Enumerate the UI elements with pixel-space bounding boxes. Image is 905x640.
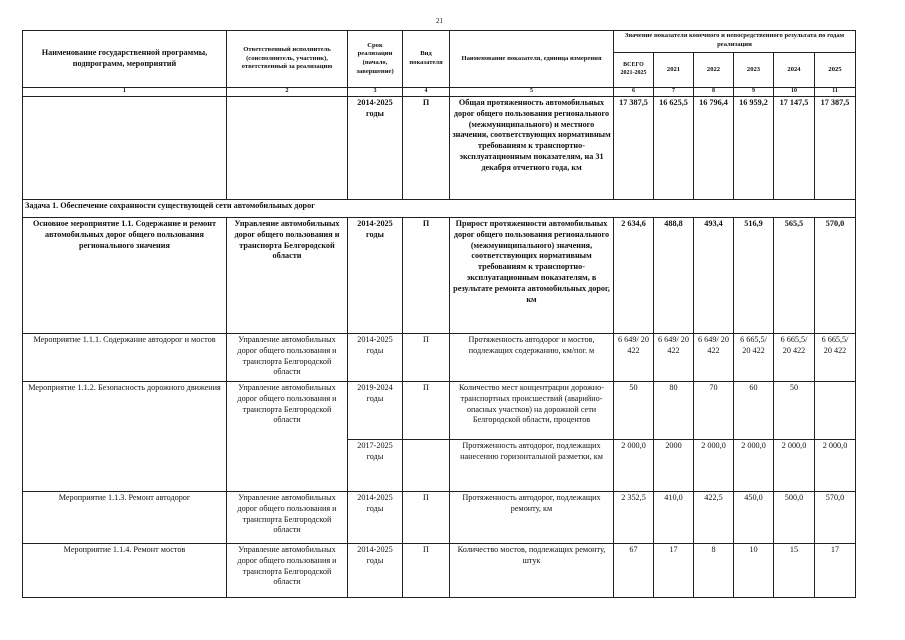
program-name-cell: Мероприятие 1.1.4. Ремонт мостов xyxy=(23,544,227,598)
value-2024: 50 xyxy=(774,382,815,440)
header-year-2021: 2021 xyxy=(654,52,694,87)
value-2022: 422,5 xyxy=(694,492,734,544)
value-total: 6 649/ 20 422 xyxy=(614,334,654,382)
value-2024: 2 000,0 xyxy=(774,440,815,492)
kind-cell: П xyxy=(403,544,450,598)
value-2021: 410,0 xyxy=(654,492,694,544)
value-2022: 70 xyxy=(694,382,734,440)
task-row xyxy=(23,200,856,218)
value-2023: 10 xyxy=(734,544,774,598)
value-2022: 16 796,4 xyxy=(694,97,734,200)
program-name-cell: Мероприятие 1.1.1. Содержание автодорог и мостов xyxy=(23,334,227,382)
value-2021: 2000 xyxy=(654,440,694,492)
program-name-cell: Мероприятие 1.1.3. Ремонт автодорог xyxy=(23,492,227,544)
value-2021: 16 625,5 xyxy=(654,97,694,200)
program-name-cell: Основное мероприятие 1.1. Содержание и ремонт автомобильных дорог общего пользования регионального значения xyxy=(23,218,227,334)
col-number: 8 xyxy=(694,88,734,97)
value-2025: 570,0 xyxy=(815,492,856,544)
header-kind: Вид показателя xyxy=(403,31,450,88)
header-indicator: Наименование показателя, единица измерения xyxy=(450,31,614,88)
indicator-cell: Количество мостов, подлежащих ремонту, штук xyxy=(450,544,614,598)
table-row xyxy=(23,334,856,382)
header-period: Срок реализации (начало, завершение) xyxy=(348,31,403,88)
value-2025: 17 xyxy=(815,544,856,598)
indicators-table xyxy=(22,30,856,598)
indicator-cell: Количество мест концентрации дорожно-транспортных происшествий (аварийно-опасных участков) на дорожной сети Белгородской области, процентов xyxy=(450,382,614,440)
value-2025 xyxy=(815,382,856,440)
value-2025: 570,0 xyxy=(815,218,856,334)
col-number: 6 xyxy=(614,88,654,97)
header-executor: Ответственный исполнитель (соисполнитель, участник), ответственный за реализацию xyxy=(227,31,348,88)
value-2025: 2 000,0 xyxy=(815,440,856,492)
value-2023: 450,0 xyxy=(734,492,774,544)
value-2022: 6 649/ 20 422 xyxy=(694,334,734,382)
value-2023: 6 665,5/ 20 422 xyxy=(734,334,774,382)
table-row xyxy=(23,218,856,334)
col-number: 3 xyxy=(348,88,403,97)
period-cell: 2014-2025 годы xyxy=(348,334,403,382)
value-total: 2 634,6 xyxy=(614,218,654,334)
value-2021: 17 xyxy=(654,544,694,598)
executor-cell xyxy=(227,97,348,200)
header-program-name: Наименование государственной программы, подпрограмм, мероприятий xyxy=(23,31,227,88)
col-number: 2 xyxy=(227,88,348,97)
value-total: 17 387,5 xyxy=(614,97,654,200)
header-year-2023: 2023 xyxy=(734,52,774,87)
value-total: 2 000,0 xyxy=(614,440,654,492)
indicator-cell: Протяженность автодорог и мостов, подлежащих содержанию, км/пог. м xyxy=(450,334,614,382)
value-total: 50 xyxy=(614,382,654,440)
col-number: 5 xyxy=(450,88,614,97)
value-2025: 17 387,5 xyxy=(815,97,856,200)
kind-cell: П xyxy=(403,382,450,440)
header-total: ВСЕГО 2021-2025 xyxy=(614,52,654,87)
header-row-1 xyxy=(23,31,856,53)
kind-cell: П xyxy=(403,97,450,200)
value-2024: 500,0 xyxy=(774,492,815,544)
kind-cell xyxy=(403,440,450,492)
value-2023: 2 000,0 xyxy=(734,440,774,492)
kind-cell: П xyxy=(403,492,450,544)
period-cell: 2014-2025 годы xyxy=(348,97,403,200)
value-2022: 493,4 xyxy=(694,218,734,334)
value-2023: 516,9 xyxy=(734,218,774,334)
value-2022: 2 000,0 xyxy=(694,440,734,492)
value-2021: 80 xyxy=(654,382,694,440)
value-total: 2 352,5 xyxy=(614,492,654,544)
program-name-cell xyxy=(23,97,227,200)
col-number: 10 xyxy=(774,88,815,97)
task-title: Задача 1. Обеспечение сохранности существующей сети автомобильных дорог xyxy=(23,200,856,218)
period-cell: 2019-2024 годы xyxy=(348,382,403,440)
header-year-2024: 2024 xyxy=(774,52,815,87)
col-number: 1 xyxy=(23,88,227,97)
value-2022: 8 xyxy=(694,544,734,598)
indicator-cell: Общая протяженность автомобильных дорог общего пользования регионального (межмуниципального) и местного значения, соответствующих нормативным требованиям к транспортно-эксплуатационным показателям, на 31 декабря отчетного года, км xyxy=(450,97,614,200)
header-year-2025: 2025 xyxy=(815,52,856,87)
indicator-cell: Прирост протяженности автомобильных дорог общего пользования регионального (межмуниципального) значения, соответствующих нормативным требованиям к транспортно-эксплуатационным показателям, в результате ремонта автомобильных дорог, км xyxy=(450,218,614,334)
col-number: 11 xyxy=(815,88,856,97)
executor-cell: Управление автомобильных дорог общего пользования и транспорта Белгородской области xyxy=(227,382,348,492)
col-number: 4 xyxy=(403,88,450,97)
value-2024: 6 665,5/ 20 422 xyxy=(774,334,815,382)
value-2024: 15 xyxy=(774,544,815,598)
executor-cell: Управление автомобильных дорог общего пользования и транспорта Белгородской области xyxy=(227,334,348,382)
value-2023: 16 959,2 xyxy=(734,97,774,200)
col-number: 7 xyxy=(654,88,694,97)
value-2024: 565,5 xyxy=(774,218,815,334)
table-row xyxy=(23,382,856,440)
page-number: 21 xyxy=(436,17,443,25)
header-values-group: Значение показателя конечного и непосредственного результата по годам реализации xyxy=(614,31,856,53)
kind-cell: П xyxy=(403,218,450,334)
value-2021: 488,8 xyxy=(654,218,694,334)
indicator-cell: Протяженность автодорог, подлежащих нанесению горизонтальной разметки, км xyxy=(450,440,614,492)
table-row xyxy=(23,97,856,200)
period-cell: 2014-2025 годы xyxy=(348,492,403,544)
value-2025: 6 665,5/ 20 422 xyxy=(815,334,856,382)
indicator-cell: Протяженность автодорог, подлежащих ремонту, км xyxy=(450,492,614,544)
header-year-2022: 2022 xyxy=(694,52,734,87)
table-row xyxy=(23,544,856,598)
kind-cell: П xyxy=(403,334,450,382)
table-row xyxy=(23,492,856,544)
period-cell: 2014-2025 годы xyxy=(348,218,403,334)
value-2023: 60 xyxy=(734,382,774,440)
period-cell: 2014-2025 годы xyxy=(348,544,403,598)
column-number-row xyxy=(23,88,856,97)
executor-cell: Управление автомобильных дорог общего пользования и транспорта Белгородской области xyxy=(227,218,348,334)
value-2021: 6 649/ 20 422 xyxy=(654,334,694,382)
program-name-cell: Мероприятие 1.1.2. Безопасность дорожного движения xyxy=(23,382,227,492)
value-total: 67 xyxy=(614,544,654,598)
executor-cell: Управление автомобильных дорог общего пользования и транспорта Белгородской области xyxy=(227,544,348,598)
value-2024: 17 147,5 xyxy=(774,97,815,200)
period-cell: 2017-2025 годы xyxy=(348,440,403,492)
col-number: 9 xyxy=(734,88,774,97)
executor-cell: Управление автомобильных дорог общего пользования и транспорта Белгородской области xyxy=(227,492,348,544)
